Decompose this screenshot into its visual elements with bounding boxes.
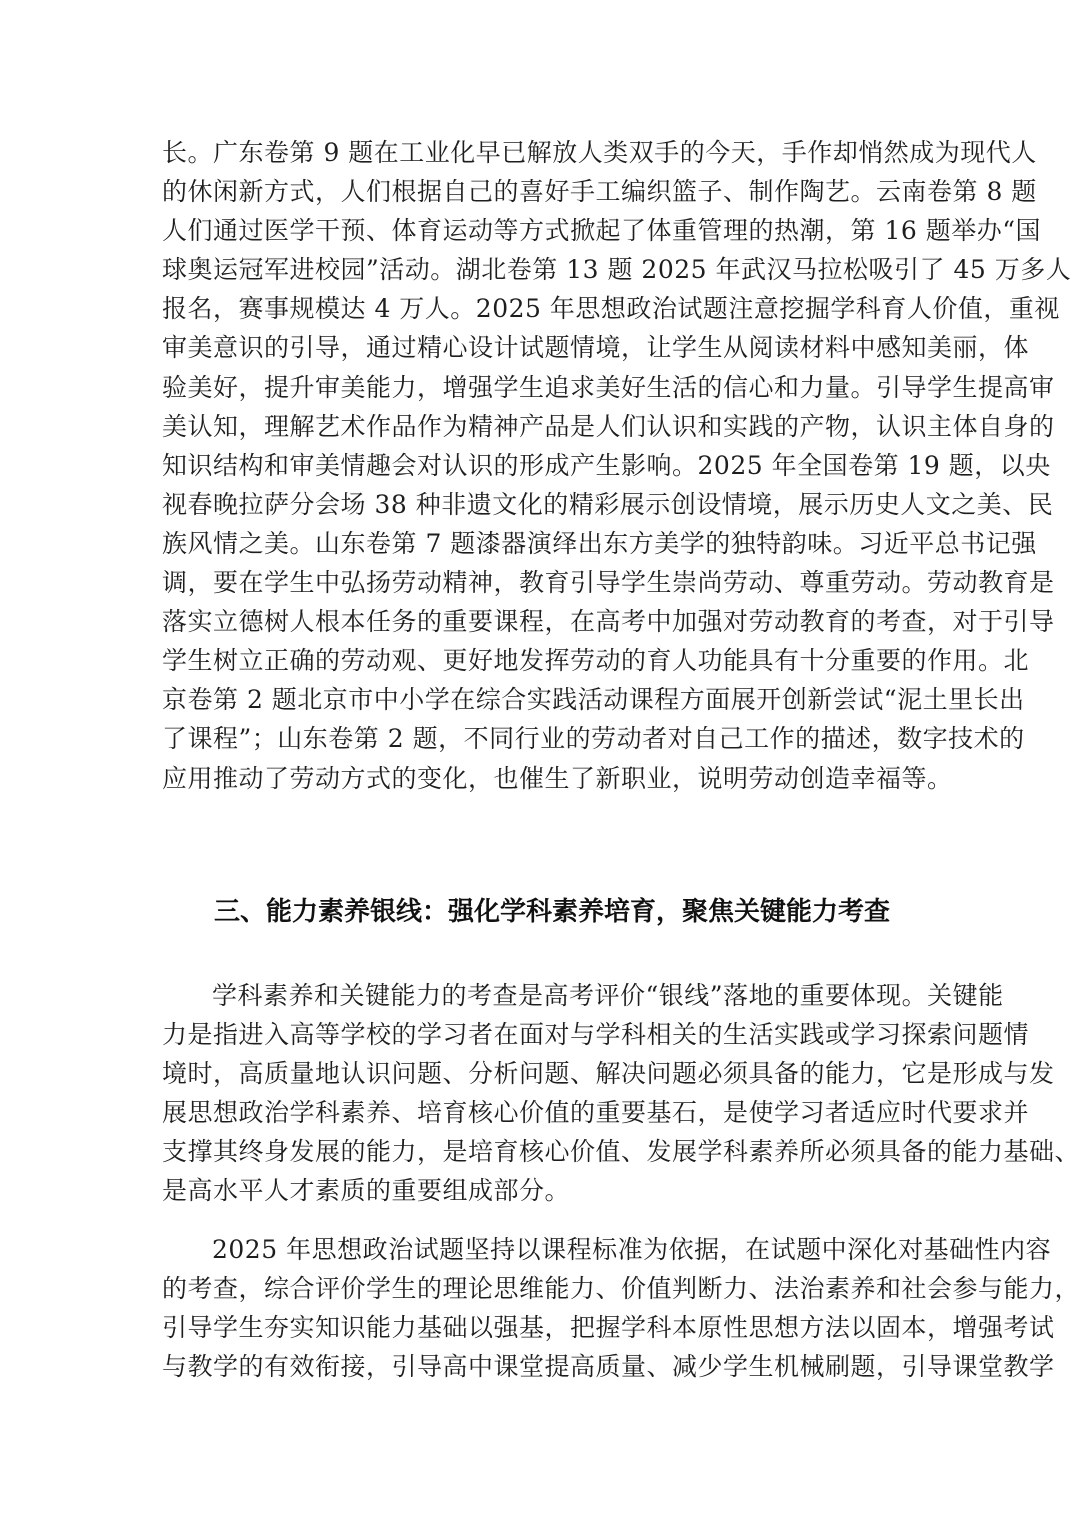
- paragraph-1-line: 审美意识的引导，通过精心设计试题情境，让学生从阅读材料中感知美丽，体: [162, 333, 1030, 363]
- paragraph-1-line: 验美好，提升审美能力，增强学生追求美好生活的信心和力量。引导学生提高审: [162, 372, 1055, 402]
- paragraph-1-line: 学生树立正确的劳动观、更好地发挥劳动的育人功能具有十分重要的作用。北: [162, 646, 1030, 676]
- paragraph-1-line: 人们通过医学干预、体育运动等方式掀起了体重管理的热潮，第 16 题举办“国: [162, 216, 1041, 246]
- paragraph-1-line: 长。广东卷第 9 题在工业化早已解放人类双手的今天，手作却悄然成为现代人: [162, 138, 1037, 167]
- paragraph-2-line: 学科素养和关键能力的考查是高考评价“银线”落地的重要体现。关键能: [212, 981, 1004, 1010]
- paragraph-1-line: 了课程”；山东卷第 2 题，不同行业的劳动者对自己工作的描述，数字技术的: [162, 724, 1025, 754]
- paragraph-1-line: 美认知，理解艺术作品作为精神产品是人们认识和实践的产物，认识主体自身的: [162, 411, 1055, 441]
- paragraph-1-line: 落实立德树人根本任务的重要课程，在高考中加强对劳动教育的考查，对于引导: [162, 607, 1055, 637]
- paragraph-2-line: 支撑其终身发展的能力，是培育核心价值、发展学科素养所必须具备的能力基础、: [162, 1137, 1080, 1167]
- paragraph-1-line: 京卷第 2 题北京市中小学在综合实践活动课程方面展开创新尝试“泥土里长出: [162, 685, 1025, 715]
- paragraph-1-line: 调，要在学生中弘扬劳动精神，教育引导学生崇尚劳动、尊重劳动。劳动教育是: [162, 568, 1055, 598]
- paragraph-3-line: 引导学生夯实知识能力基础以强基，把握学科本原性思想方法以固本，增强考试: [162, 1313, 1055, 1343]
- paragraph-1: [162, 133, 1072, 798]
- paragraph-1-line: 的休闲新方式，人们根据自己的喜好手工编织篮子、制作陶艺。云南卷第 8 题: [162, 177, 1037, 207]
- paragraph-1-line: 知识结构和审美情趣会对认识的形成产生影响。2025 年全国卷第 19 题，以央: [162, 450, 1051, 480]
- paragraph-3-line: 与教学的有效衔接，引导高中课堂提高质量、减少学生机械刷题，引导课堂教学: [162, 1352, 1055, 1382]
- paragraph-1-line: 球奥运冠军进校园”活动。湖北卷第 13 题 2025 年武汉马拉松吸引了 45 万多人: [162, 255, 1072, 285]
- paragraph-3: [162, 1230, 1080, 1386]
- paragraph-1-line: 应用推动了劳动方式的变化，也催生了新职业，说明劳动创造幸福等。: [162, 763, 953, 793]
- paragraph-2-line: 是高水平人才素质的重要组成部分。: [162, 1176, 571, 1206]
- paragraph-2-line: 境时，高质量地认识问题、分析问题、解决问题必须具备的能力，它是形成与发: [162, 1059, 1055, 1089]
- paragraph-1-line: 报名，赛事规模达 4 万人。2025 年思想政治试题注意挖掘学科育人价值，重视: [162, 294, 1060, 324]
- paragraph-1-line: 族风情之美。山东卷第 7 题漆器演绎出东方美学的独特韵味。习近平总书记强: [162, 528, 1037, 558]
- section-heading: 三、能力素养银线：强化学科素养培育，聚焦关键能力考查: [214, 897, 891, 927]
- paragraph-1-line: 视春晚拉萨分会场 38 种非遗文化的精彩展示创设情境，展示历史人文之美、民: [162, 489, 1054, 519]
- paragraph-2-line: 展思想政治学科素养、培育核心价值的重要基石，是使学习者适应时代要求并: [162, 1098, 1030, 1128]
- paragraph-2-line: 力是指进入高等学校的学习者在面对与学科相关的生活实践或学习探索问题情: [162, 1020, 1030, 1050]
- paragraph-2: [162, 976, 1080, 1211]
- paragraph-3-line: 的考查，综合评价学生的理论思维能力、价值判断力、法治素养和社会参与能力，: [162, 1274, 1080, 1304]
- paragraph-3-line: 2025 年思想政治试题坚持以课程标准为依据，在试题中深化对基础性内容: [212, 1235, 1052, 1264]
